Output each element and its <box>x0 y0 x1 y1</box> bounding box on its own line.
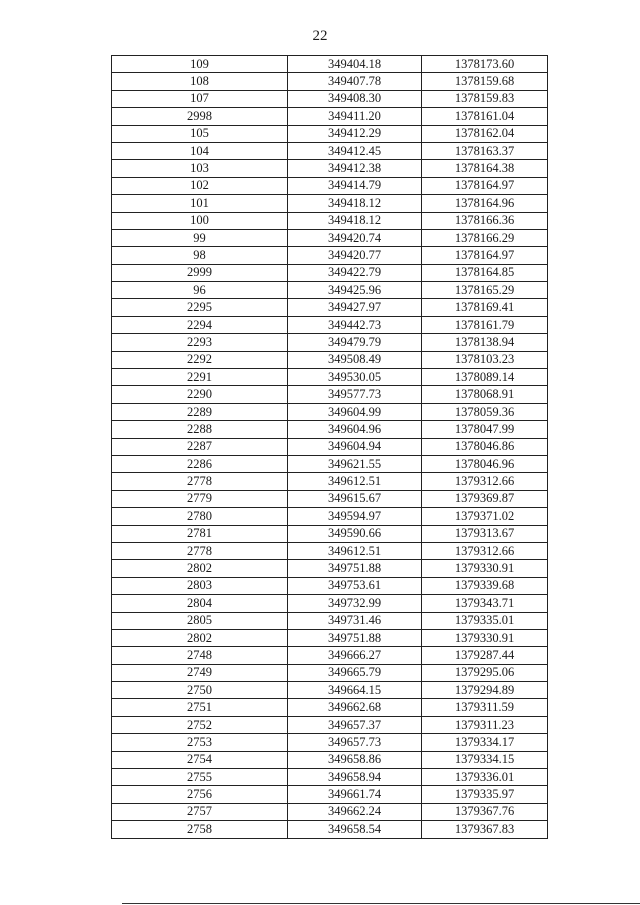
x-coordinate-cell: 349731.46 <box>288 612 422 629</box>
table-row <box>112 369 548 386</box>
table-row <box>112 108 548 125</box>
point-number-cell: 2781 <box>112 525 288 542</box>
table-row <box>112 56 548 73</box>
x-coordinate-cell: 349732.99 <box>288 595 422 612</box>
x-coordinate-cell: 349414.79 <box>288 177 422 194</box>
y-coordinate-cell: 1379369.87 <box>422 490 548 507</box>
table-row <box>112 473 548 490</box>
y-coordinate-cell: 1378163.37 <box>422 142 548 159</box>
x-coordinate-cell: 349420.74 <box>288 229 422 246</box>
x-coordinate-cell: 349662.68 <box>288 699 422 716</box>
table-row <box>112 664 548 681</box>
x-coordinate-cell: 349530.05 <box>288 369 422 386</box>
table-row <box>112 90 548 107</box>
x-coordinate-cell: 349662.24 <box>288 803 422 820</box>
x-coordinate-cell: 349658.86 <box>288 751 422 768</box>
point-number-cell: 2753 <box>112 734 288 751</box>
y-coordinate-cell: 1378161.04 <box>422 108 548 125</box>
table-row <box>112 508 548 525</box>
x-coordinate-cell: 349425.96 <box>288 282 422 299</box>
y-coordinate-cell: 1378159.68 <box>422 73 548 90</box>
table-row <box>112 316 548 333</box>
point-number-cell: 105 <box>112 125 288 142</box>
point-number-cell: 2289 <box>112 403 288 420</box>
x-coordinate-cell: 349479.79 <box>288 334 422 351</box>
table-row <box>112 177 548 194</box>
point-number-cell: 2754 <box>112 751 288 768</box>
point-number-cell: 2780 <box>112 508 288 525</box>
table-row <box>112 525 548 542</box>
table-row <box>112 264 548 281</box>
x-coordinate-cell: 349590.66 <box>288 525 422 542</box>
y-coordinate-cell: 1378068.91 <box>422 386 548 403</box>
y-coordinate-cell: 1379312.66 <box>422 473 548 490</box>
table-row <box>112 299 548 316</box>
x-coordinate-cell: 349658.54 <box>288 821 422 838</box>
y-coordinate-cell: 1379295.06 <box>422 664 548 681</box>
table-row <box>112 421 548 438</box>
point-number-cell: 2751 <box>112 699 288 716</box>
x-coordinate-cell: 349751.88 <box>288 560 422 577</box>
point-number-cell: 2803 <box>112 577 288 594</box>
table-row <box>112 769 548 786</box>
bottom-rule <box>122 903 640 904</box>
table-row <box>112 682 548 699</box>
y-coordinate-cell: 1378166.36 <box>422 212 548 229</box>
point-number-cell: 2295 <box>112 299 288 316</box>
x-coordinate-cell: 349411.20 <box>288 108 422 125</box>
table-row <box>112 490 548 507</box>
point-number-cell: 2779 <box>112 490 288 507</box>
y-coordinate-cell: 1378103.23 <box>422 351 548 368</box>
x-coordinate-cell: 349442.73 <box>288 316 422 333</box>
table-row <box>112 716 548 733</box>
x-coordinate-cell: 349412.38 <box>288 160 422 177</box>
table-row <box>112 73 548 90</box>
y-coordinate-cell: 1379311.23 <box>422 716 548 733</box>
point-number-cell: 102 <box>112 177 288 194</box>
x-coordinate-cell: 349666.27 <box>288 647 422 664</box>
x-coordinate-cell: 349427.97 <box>288 299 422 316</box>
y-coordinate-cell: 1379335.01 <box>422 612 548 629</box>
y-coordinate-cell: 1378159.83 <box>422 90 548 107</box>
table-row <box>112 612 548 629</box>
point-number-cell: 2294 <box>112 316 288 333</box>
y-coordinate-cell: 1379313.67 <box>422 525 548 542</box>
x-coordinate-cell: 349612.51 <box>288 473 422 490</box>
point-number-cell: 103 <box>112 160 288 177</box>
table-row <box>112 229 548 246</box>
point-number-cell: 100 <box>112 212 288 229</box>
y-coordinate-cell: 1378162.04 <box>422 125 548 142</box>
page-number: 22 <box>312 28 328 44</box>
point-number-cell: 2290 <box>112 386 288 403</box>
point-number-cell: 2778 <box>112 473 288 490</box>
y-coordinate-cell: 1378165.29 <box>422 282 548 299</box>
coordinates-table <box>111 55 548 839</box>
x-coordinate-cell: 349604.96 <box>288 421 422 438</box>
y-coordinate-cell: 1379336.01 <box>422 769 548 786</box>
point-number-cell: 2778 <box>112 542 288 559</box>
x-coordinate-cell: 349420.77 <box>288 247 422 264</box>
y-coordinate-cell: 1379287.44 <box>422 647 548 664</box>
x-coordinate-cell: 349753.61 <box>288 577 422 594</box>
point-number-cell: 96 <box>112 282 288 299</box>
table-row <box>112 629 548 646</box>
y-coordinate-cell: 1378047.99 <box>422 421 548 438</box>
x-coordinate-cell: 349661.74 <box>288 786 422 803</box>
y-coordinate-cell: 1379312.66 <box>422 542 548 559</box>
table-row <box>112 699 548 716</box>
point-number-cell: 2749 <box>112 664 288 681</box>
table-row <box>112 125 548 142</box>
y-coordinate-cell: 1378089.14 <box>422 369 548 386</box>
point-number-cell: 2758 <box>112 821 288 838</box>
point-number-cell: 2291 <box>112 369 288 386</box>
y-coordinate-cell: 1378173.60 <box>422 56 548 73</box>
y-coordinate-cell: 1378164.38 <box>422 160 548 177</box>
table-row <box>112 403 548 420</box>
table-row <box>112 247 548 264</box>
table-row <box>112 734 548 751</box>
point-number-cell: 2805 <box>112 612 288 629</box>
x-coordinate-cell: 349594.97 <box>288 508 422 525</box>
point-number-cell: 109 <box>112 56 288 73</box>
point-number-cell: 2287 <box>112 438 288 455</box>
y-coordinate-cell: 1378046.86 <box>422 438 548 455</box>
table-row <box>112 195 548 212</box>
table-row <box>112 595 548 612</box>
point-number-cell: 99 <box>112 229 288 246</box>
point-number-cell: 2286 <box>112 455 288 472</box>
table-row <box>112 455 548 472</box>
point-number-cell: 98 <box>112 247 288 264</box>
y-coordinate-cell: 1379311.59 <box>422 699 548 716</box>
point-number-cell: 2802 <box>112 560 288 577</box>
y-coordinate-cell: 1379335.97 <box>422 786 548 803</box>
table-row <box>112 351 548 368</box>
y-coordinate-cell: 1378169.41 <box>422 299 548 316</box>
table-row <box>112 212 548 229</box>
x-coordinate-cell: 349664.15 <box>288 682 422 699</box>
table-row <box>112 334 548 351</box>
x-coordinate-cell: 349418.12 <box>288 195 422 212</box>
table-row <box>112 542 548 559</box>
x-coordinate-cell: 349418.12 <box>288 212 422 229</box>
point-number-cell: 2802 <box>112 629 288 646</box>
point-number-cell: 2756 <box>112 786 288 803</box>
y-coordinate-cell: 1378164.97 <box>422 247 548 264</box>
point-number-cell: 2804 <box>112 595 288 612</box>
x-coordinate-cell: 349657.37 <box>288 716 422 733</box>
x-coordinate-cell: 349615.67 <box>288 490 422 507</box>
y-coordinate-cell: 1378166.29 <box>422 229 548 246</box>
y-coordinate-cell: 1378046.96 <box>422 455 548 472</box>
table-row <box>112 438 548 455</box>
point-number-cell: 2288 <box>112 421 288 438</box>
table-row <box>112 577 548 594</box>
table-row <box>112 142 548 159</box>
x-coordinate-cell: 349621.55 <box>288 455 422 472</box>
y-coordinate-cell: 1378164.97 <box>422 177 548 194</box>
point-number-cell: 2998 <box>112 108 288 125</box>
x-coordinate-cell: 349658.94 <box>288 769 422 786</box>
x-coordinate-cell: 349422.79 <box>288 264 422 281</box>
table-row <box>112 560 548 577</box>
table-row <box>112 647 548 664</box>
x-coordinate-cell: 349407.78 <box>288 73 422 90</box>
y-coordinate-cell: 1379334.17 <box>422 734 548 751</box>
point-number-cell: 107 <box>112 90 288 107</box>
y-coordinate-cell: 1379294.89 <box>422 682 548 699</box>
x-coordinate-cell: 349751.88 <box>288 629 422 646</box>
point-number-cell: 2755 <box>112 769 288 786</box>
point-number-cell: 101 <box>112 195 288 212</box>
y-coordinate-cell: 1378138.94 <box>422 334 548 351</box>
point-number-cell: 2750 <box>112 682 288 699</box>
x-coordinate-cell: 349612.51 <box>288 542 422 559</box>
x-coordinate-cell: 349408.30 <box>288 90 422 107</box>
y-coordinate-cell: 1379371.02 <box>422 508 548 525</box>
y-coordinate-cell: 1379330.91 <box>422 560 548 577</box>
point-number-cell: 2292 <box>112 351 288 368</box>
x-coordinate-cell: 349404.18 <box>288 56 422 73</box>
y-coordinate-cell: 1379367.83 <box>422 821 548 838</box>
table-row <box>112 821 548 838</box>
y-coordinate-cell: 1378059.36 <box>422 403 548 420</box>
point-number-cell: 2999 <box>112 264 288 281</box>
y-coordinate-cell: 1378164.96 <box>422 195 548 212</box>
x-coordinate-cell: 349657.73 <box>288 734 422 751</box>
x-coordinate-cell: 349412.45 <box>288 142 422 159</box>
x-coordinate-cell: 349665.79 <box>288 664 422 681</box>
point-number-cell: 2293 <box>112 334 288 351</box>
y-coordinate-cell: 1378164.85 <box>422 264 548 281</box>
point-number-cell: 2748 <box>112 647 288 664</box>
point-number-cell: 108 <box>112 73 288 90</box>
x-coordinate-cell: 349412.29 <box>288 125 422 142</box>
x-coordinate-cell: 349577.73 <box>288 386 422 403</box>
y-coordinate-cell: 1379334.15 <box>422 751 548 768</box>
table-row <box>112 160 548 177</box>
table-row <box>112 786 548 803</box>
table-row <box>112 282 548 299</box>
table-row <box>112 803 548 820</box>
table-row <box>112 751 548 768</box>
point-number-cell: 2757 <box>112 803 288 820</box>
x-coordinate-cell: 349508.49 <box>288 351 422 368</box>
y-coordinate-cell: 1379343.71 <box>422 595 548 612</box>
y-coordinate-cell: 1379367.76 <box>422 803 548 820</box>
x-coordinate-cell: 349604.94 <box>288 438 422 455</box>
x-coordinate-cell: 349604.99 <box>288 403 422 420</box>
point-number-cell: 2752 <box>112 716 288 733</box>
y-coordinate-cell: 1379330.91 <box>422 629 548 646</box>
point-number-cell: 104 <box>112 142 288 159</box>
y-coordinate-cell: 1379339.68 <box>422 577 548 594</box>
table-row <box>112 386 548 403</box>
y-coordinate-cell: 1378161.79 <box>422 316 548 333</box>
coordinates-table-body <box>112 56 548 839</box>
